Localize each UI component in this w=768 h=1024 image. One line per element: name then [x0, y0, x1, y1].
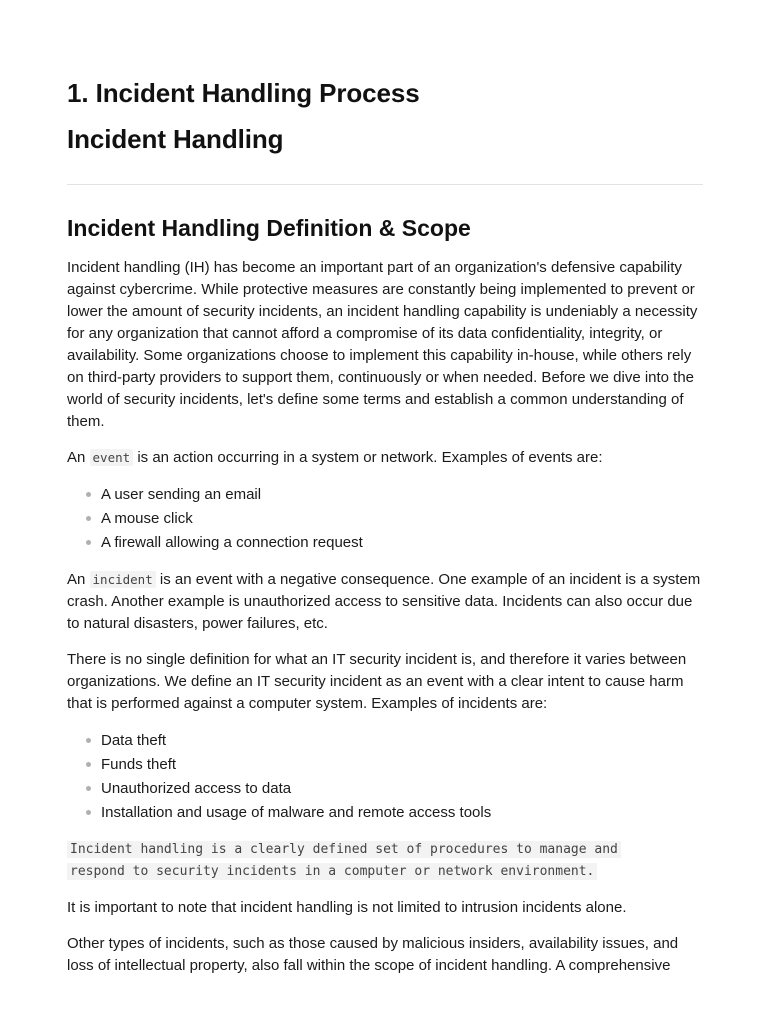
incident-examples-list	[67, 729, 703, 825]
bullet-icon	[86, 492, 91, 497]
list-item-text: Funds theft	[101, 756, 177, 773]
list-item-text: A firewall allowing a connection request	[101, 534, 363, 551]
note-paragraph: It is important to note that incident handling is not limited to intrusion incidents alone.	[67, 899, 627, 916]
list-item-text: Unauthorized access to data	[101, 780, 292, 797]
bullet-icon	[86, 738, 91, 743]
list-item-text: Data theft	[101, 732, 167, 749]
list-item	[101, 729, 703, 753]
list-item	[101, 801, 703, 825]
list-item	[101, 531, 703, 555]
incident-suffix: is an event with a negative consequence. One example of an incident is a system crash. Another example is unauthorized access to sensitive data. Incidents can also occur due to natural disasters, power failures, etc.	[67, 571, 701, 632]
event-prefix: An	[67, 449, 90, 466]
bullet-icon	[86, 786, 91, 791]
list-item	[101, 483, 703, 507]
list-item	[101, 753, 703, 777]
code-line-1: Incident handling is a clearly defined set of procedures to manage and	[67, 841, 621, 858]
incident-handling-definition-code	[67, 839, 703, 883]
event-examples-list	[67, 483, 703, 555]
incident-prefix: An	[67, 571, 90, 588]
chapter-heading: 1. Incident Handling Process	[67, 78, 420, 108]
list-item	[101, 507, 703, 531]
page-title: Incident Handling	[67, 124, 284, 154]
incident-definition-paragraph	[67, 569, 703, 635]
bullet-icon	[86, 810, 91, 815]
bullet-icon	[86, 762, 91, 767]
security-incident-paragraph: There is no single definition for what an IT security incident is, and therefore it varies between organizations. We define an IT security incident as an event with a clear intent to cause harm that is performed against a computer system. Examples of incidents are:	[67, 651, 687, 712]
list-item-text: A user sending an email	[101, 486, 262, 503]
list-item-text: A mouse click	[101, 510, 193, 527]
code-line-2: respond to security incidents in a computer or network environment.	[67, 863, 597, 880]
list-item-text: Installation and usage of malware and remote access tools	[101, 804, 492, 821]
bullet-icon	[86, 540, 91, 545]
title-divider	[67, 184, 703, 185]
event-suffix: is an action occurring in a system or network. Examples of events are:	[133, 449, 603, 466]
section-content	[67, 257, 703, 991]
intro-paragraph: Incident handling (IH) has become an important part of an organization's defensive capability against cybercrime. While protective measures are constantly being implemented to prevent or lower the amount of security incidents, an incident handling capability is undeniably a necessity for any organization that cannot afford a compromise of its data confidentiality, integrity, or availability. Some organizations choose to implement this capability in-house, while others rely on third-party providers to support them, continuously or when needed. Before we dive into the world of security incidents, let's define some terms and establish a common understanding of them.	[67, 259, 698, 430]
list-item	[101, 777, 703, 801]
other-types-paragraph: Other types of incidents, such as those caused by malicious insiders, availability issues, and loss of intellectual property, also fall within the scope of incident handling. A comprehensive	[67, 935, 679, 974]
section-heading: Incident Handling Definition & Scope	[67, 215, 471, 241]
incident-term: incident	[90, 571, 156, 588]
bullet-icon	[86, 516, 91, 521]
event-definition-paragraph	[67, 447, 703, 469]
event-term: event	[90, 449, 134, 466]
